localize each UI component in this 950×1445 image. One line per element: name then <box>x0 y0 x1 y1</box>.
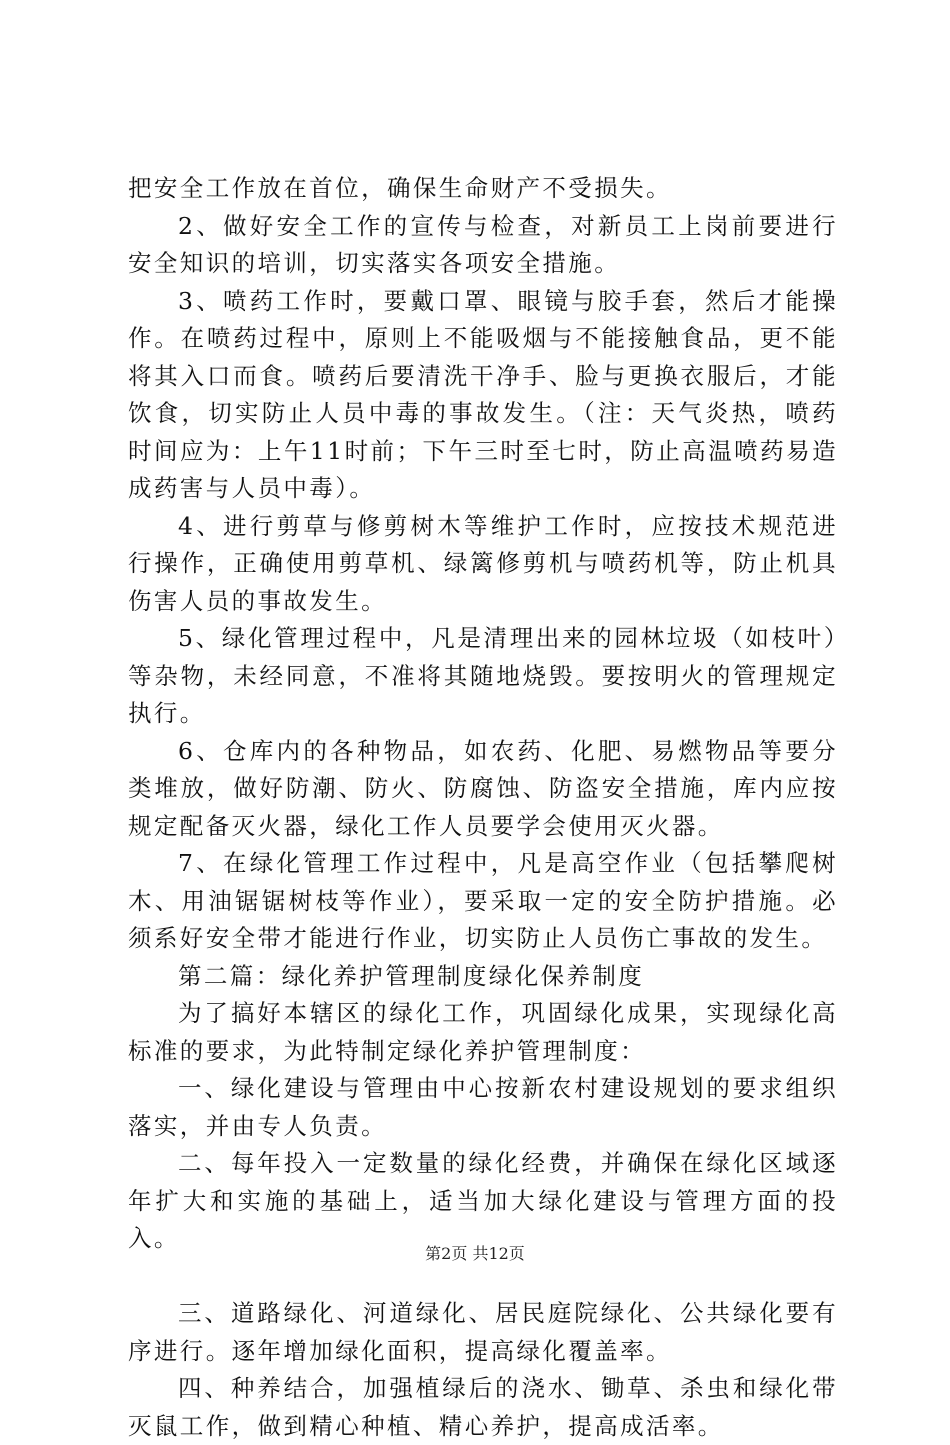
paragraph-item-6: 6、仓库内的各种物品，如农药、化肥、易燃物品等要分类堆放，做好防潮、防火、防腐蚀、防盗安全措施，库内应按规定配备灭火器，绿化工作人员要学会使用灭火器。 <box>128 736 838 840</box>
paragraph-item-3: 3、喷药工作时，要戴口罩、眼镜与胶手套，然后才能操作。在喷药过程中，原则上不能吸烟与不能接触食品，更不能将其入口而食。喷药后要清洗干净手、脸与更换衣服后，才能饮食，切实防止人员中毒的事故发生。（注：天气炎热，喷药时间应为：上午11时前；下午三时至七时，防止高温喷药易造成药害与人员中毒）。 <box>128 286 838 502</box>
paragraph-item-2: 2、做好安全工作的宣传与检查，对新员工上岗前要进行安全知识的培训，切实落实各项安全措施。 <box>128 211 838 277</box>
paragraph-clause-4: 四、种养结合，加强植绿后的浇水、锄草、杀虫和绿化带灭鼠工作，做到精心种植、精心养护，提高成活率。 <box>128 1374 838 1440</box>
paragraph-item-7: 7、在绿化管理工作过程中，凡是高空作业（包括攀爬树木、用油锯锯树枝等作业），要采取一定的安全防护措施。必须系好安全带才能进行作业，切实防止人员伤亡事故的发生。 <box>128 849 838 952</box>
paragraph-intro: 为了搞好本辖区的绿化工作，巩固绿化成果，实现绿化高标准的要求，为此特制定绿化养护管理制度： <box>128 999 838 1065</box>
page-number-footer: 第2页 共12页 <box>425 1244 525 1263</box>
paragraph-clause-2: 二、每年投入一定数量的绿化经费，并确保在绿化区域逐年扩大和实施的基础上，适当加大绿化建设与管理方面的投入。 <box>128 1149 838 1252</box>
paragraph-clause-3: 三、道路绿化、河道绿化、居民庭院绿化、公共绿化要有序进行。逐年增加绿化面积，提高绿化覆盖率。 <box>128 1299 838 1365</box>
paragraph-item-4: 4、进行剪草与修剪树木等维护工作时，应按技术规范进行操作，正确使用剪草机、绿篱修剪机与喷药机等，防止机具伤害人员的事故发生。 <box>128 511 838 615</box>
section-heading: 第二篇：绿化养护管理制度绿化保养制度 <box>178 961 645 990</box>
paragraph-continuation: 把安全工作放在首位，确保生命财产不受损失。 <box>128 174 672 202</box>
paragraph-clause-1: 一、绿化建设与管理由中心按新农村建设规划的要求组织落实，并由专人负责。 <box>128 1074 838 1140</box>
paragraph-item-5: 5、绿化管理过程中，凡是清理出来的园林垃圾（如枝叶）等杂物，未经同意，不准将其随地烧毁。要按明火的管理规定执行。 <box>128 624 838 727</box>
